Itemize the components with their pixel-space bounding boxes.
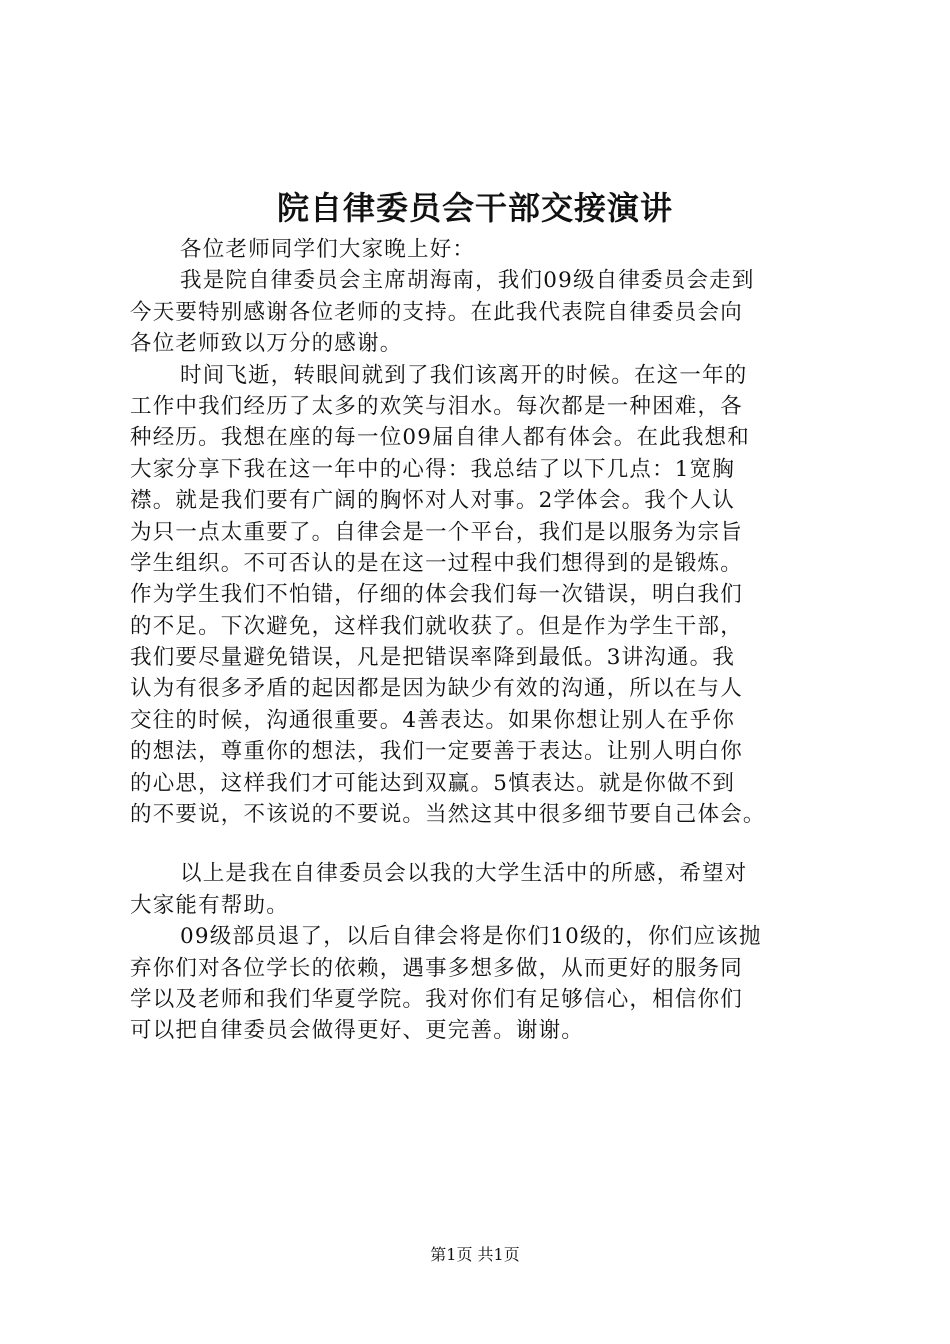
paragraph-line: 的不足。下次避免，这样我们就收获了。但是作为学生干部， <box>130 613 743 639</box>
paragraph-line: 工作中我们经历了太多的欢笑与泪水。每次都是一种困难，各 <box>130 393 743 419</box>
paragraph-line: 襟。就是我们要有广阔的胸怀对人对事。2学体会。我个人认 <box>130 488 736 514</box>
paragraph-line: 种经历。我想在座的每一位09届自律人都有体会。在此我想和 <box>130 425 750 451</box>
page-footer: 第1页 共1页 <box>430 1245 520 1264</box>
paragraph-line: 认为有很多矛盾的起因都是因为缺少有效的沟通，所以在与人 <box>130 676 743 702</box>
document-title: 院自律委员会干部交接演讲 <box>276 189 673 227</box>
paragraph-line: 学生组织。不可否认的是在这一过程中我们想得到的是锻炼。 <box>130 550 743 576</box>
paragraph-line: 我们要尽量避免错误，凡是把错误率降到最低。3讲沟通。我 <box>130 645 736 671</box>
paragraph-line: 弃你们对各位学长的依赖，遇事多想多做，从而更好的服务同 <box>130 955 743 981</box>
paragraph-line: 09级部员退了，以后自律会将是你们10级的，你们应该抛 <box>180 924 762 950</box>
paragraph-line: 时间飞逝，转眼间就到了我们该离开的时候。在这一年的 <box>180 362 748 388</box>
paragraph-line: 学以及老师和我们华夏学院。我对你们有足够信心，相信你们 <box>130 986 743 1012</box>
paragraph-line: 的不要说，不该说的不要说。当然这其中很多细节要自己体会。 <box>130 802 766 828</box>
paragraph-line: 作为学生我们不怕错，仔细的体会我们每一次错误，明白我们 <box>130 582 743 608</box>
paragraph-line: 可以把自律委员会做得更好、更完善。谢谢。 <box>130 1018 585 1044</box>
paragraph-line: 大家能有帮助。 <box>130 892 289 918</box>
paragraph-line: 为只一点太重要了。自律会是一个平台，我们是以服务为宗旨 <box>130 519 743 545</box>
paragraph-line: 以上是我在自律委员会以我的大学生活中的所感，希望对 <box>180 861 748 887</box>
paragraph-line: 的心思，这样我们才可能达到双赢。5慎表达。就是你做不到 <box>130 770 736 796</box>
document-body <box>130 234 835 1047</box>
paragraph-line: 大家分享下我在这一年中的心得：我总结了以下几点：1宽胸 <box>130 456 736 482</box>
paragraph-line: 今天要特别感谢各位老师的支持。在此我代表院自律委员会向 <box>130 299 743 325</box>
paragraph-line: 交往的时候，沟通很重要。4善表达。如果你想让别人在乎你 <box>130 707 736 733</box>
greeting-line: 各位老师同学们大家晚上好： <box>180 237 476 262</box>
paragraph-line: 的想法，尊重你的想法，我们一定要善于表达。让别人明白你 <box>130 739 743 765</box>
paragraph-spacer <box>130 830 835 858</box>
paragraph-line: 各位老师致以万分的感谢。 <box>130 331 403 357</box>
paragraph-line: 我是院自律委员会主席胡海南，我们09级自律委员会走到 <box>180 268 755 294</box>
